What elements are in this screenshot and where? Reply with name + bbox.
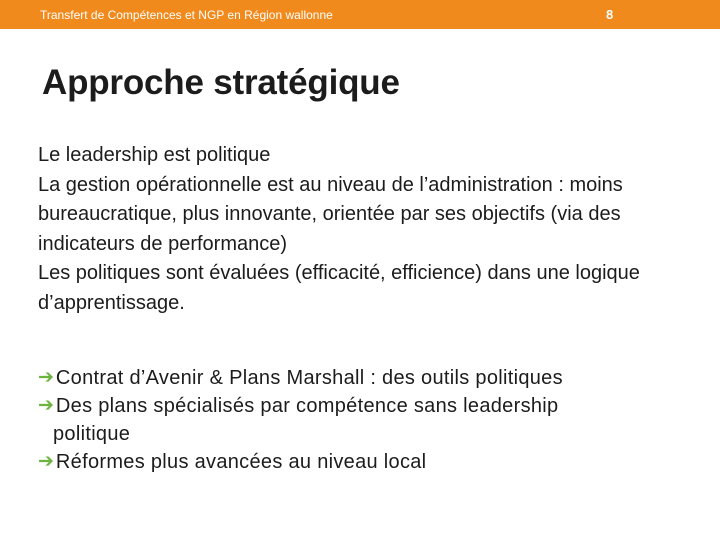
conclusion-text: Des plans spécialisés par compétence sans leadership xyxy=(55,395,559,417)
header-bar xyxy=(0,0,720,29)
body-text xyxy=(38,141,698,318)
conclusion-item xyxy=(38,448,698,476)
paragraph-gestion: La gestion opérationnelle est au niveau de l’administration : moins bureaucratique, plus innovante, orientée par ses objectifs (via des indicateurs de performance) xyxy=(38,173,623,255)
header-title: Transfert de Compétences et NGP en Région wallonne xyxy=(40,8,333,22)
slide-title: Approche stratégique xyxy=(42,63,400,102)
conclusion-text-continued: politique xyxy=(53,423,131,445)
paragraph-politiques: Les politiques sont évaluées (efficacité, efficience) dans une logique d’apprentissage. xyxy=(38,262,640,314)
conclusion-list xyxy=(38,364,698,476)
arrow-right-icon: ➔ xyxy=(38,451,54,472)
conclusion-text: Réformes plus avancées au niveau local xyxy=(55,451,427,473)
paragraph-leadership: Le leadership est politique xyxy=(38,144,271,166)
conclusion-item xyxy=(38,364,698,392)
arrow-right-icon: ➔ xyxy=(38,395,54,416)
slide-number: 8 xyxy=(606,7,614,22)
conclusion-text: Contrat d’Avenir & Plans Marshall : des outils politiques xyxy=(55,367,563,389)
arrow-right-icon: ➔ xyxy=(38,367,54,388)
conclusion-item xyxy=(38,392,698,420)
